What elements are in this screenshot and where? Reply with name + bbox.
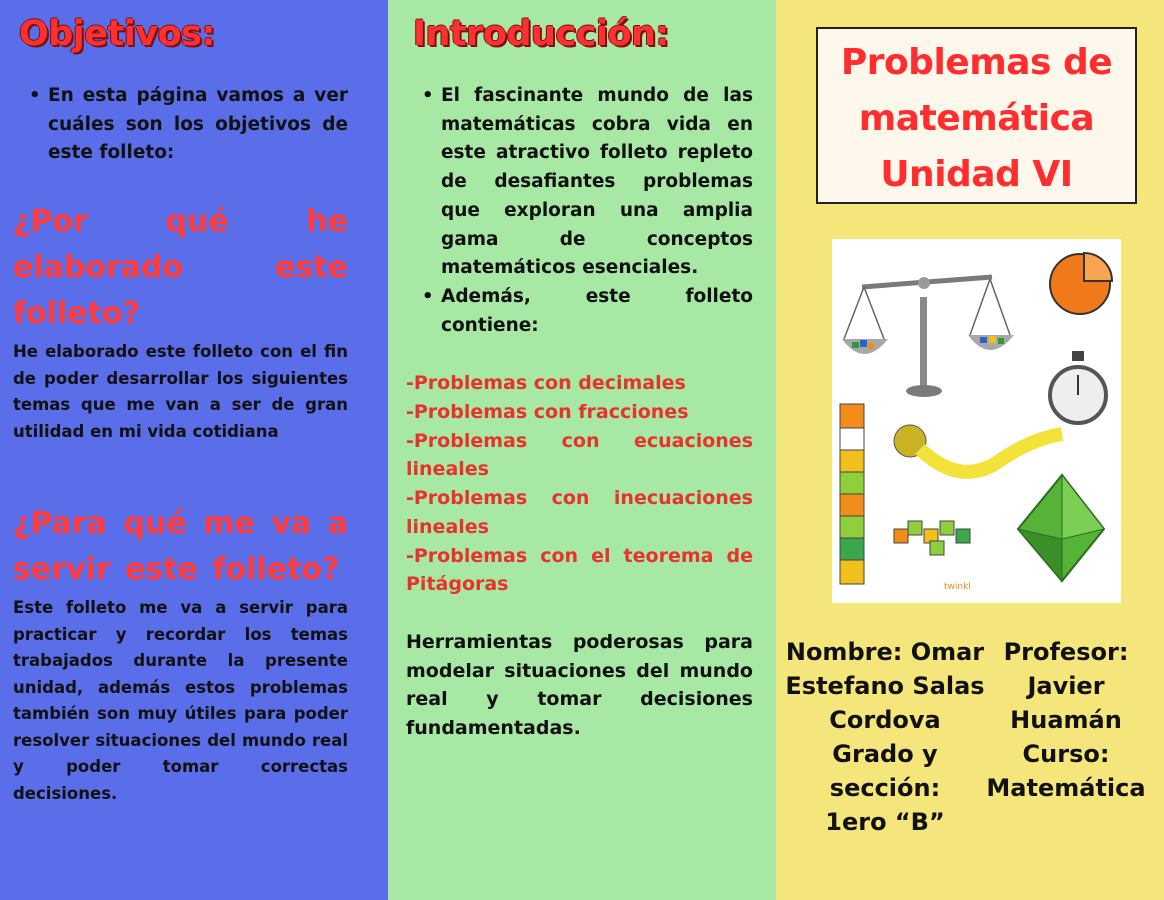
cube-tower-icon [840,404,864,584]
what-text: Este folleto me va a servir para practicar y recordar los temas trabajados durante la presente unidad, además estos problemas también son muy útiles para poder resolver situaciones del mundo real y poder tomar correctas decisiones. [13,598,348,803]
pie-chart-icon [1050,253,1112,314]
illustration-logo: twinkl [944,582,971,592]
objectives-bullet: • En esta página vamos a ver cuáles son los objetivos de este folleto: [25,82,348,168]
student-info-line: Grado y sección: [829,740,941,802]
student-info-line: Cordova [829,706,941,734]
what-title: ¿Para qué me va a servir este folleto? [13,506,348,588]
course-info-line: Curso: [1022,740,1110,768]
octahedron-icon [1018,475,1104,581]
objectives-panel [0,0,388,900]
topics-list [406,369,753,599]
introduction-bullet: • El fascinante mundo de las matemáticas cobra vida en este atractivo folleto repleto de desafiantes problemas que exploran una amplia gama de conceptos matemáticos esenciales. [418,82,753,283]
student-info [778,635,992,839]
title-box [816,27,1137,204]
stopwatch-icon [1050,351,1106,423]
tools-text: Herramientas poderosas para modelar situaciones del mundo real y tomar decisiones fundamentadas. [406,630,753,740]
student-info-line: Estefano Salas [785,672,985,700]
title-line: matemática [858,98,1095,139]
course-info-line: Profesor: [1003,638,1129,666]
topic-item: -Problemas con decimales [406,372,686,395]
math-tools-illustration [832,239,1121,603]
why-text: He elaborado este folleto con el fin de poder desarrollar los siguientes temas que me van a ser de gran utilidad en mi vida cotidiana [13,342,348,441]
math-illustration [832,239,1121,603]
course-info-line: Huamán [1010,706,1122,734]
introduction-heading: Introducción: [413,14,669,54]
topic-item: -Problemas con ecuaciones lineales [406,429,753,481]
student-info-line: Nombre: Omar [785,638,985,666]
title-line: Unidad VI [880,154,1073,195]
objectives-list [25,82,348,168]
topic-item: -Problemas con fracciones [406,401,689,424]
course-info-line: Javier [1027,672,1105,700]
why-title: ¿Por qué he elaborado este folleto? [13,204,348,332]
topic-item: -Problemas con el teorema de Pitágoras [406,544,753,596]
student-info-line: 1ero “B” [825,808,945,836]
title-line: Problemas de [840,42,1113,83]
course-info-line: Matemática [986,774,1146,802]
measuring-tape-icon [894,425,1062,472]
topic-item: -Problemas con inecuaciones lineales [406,487,753,538]
introduction-list [418,82,753,340]
objectives-heading: Objetivos: [19,14,215,54]
course-info [986,635,1146,805]
small-cubes-icon [894,521,970,555]
introduction-bullet: • Además, este folleto contiene: [418,283,753,340]
balance-scale-icon [842,277,1014,397]
introduction-panel [388,0,776,900]
